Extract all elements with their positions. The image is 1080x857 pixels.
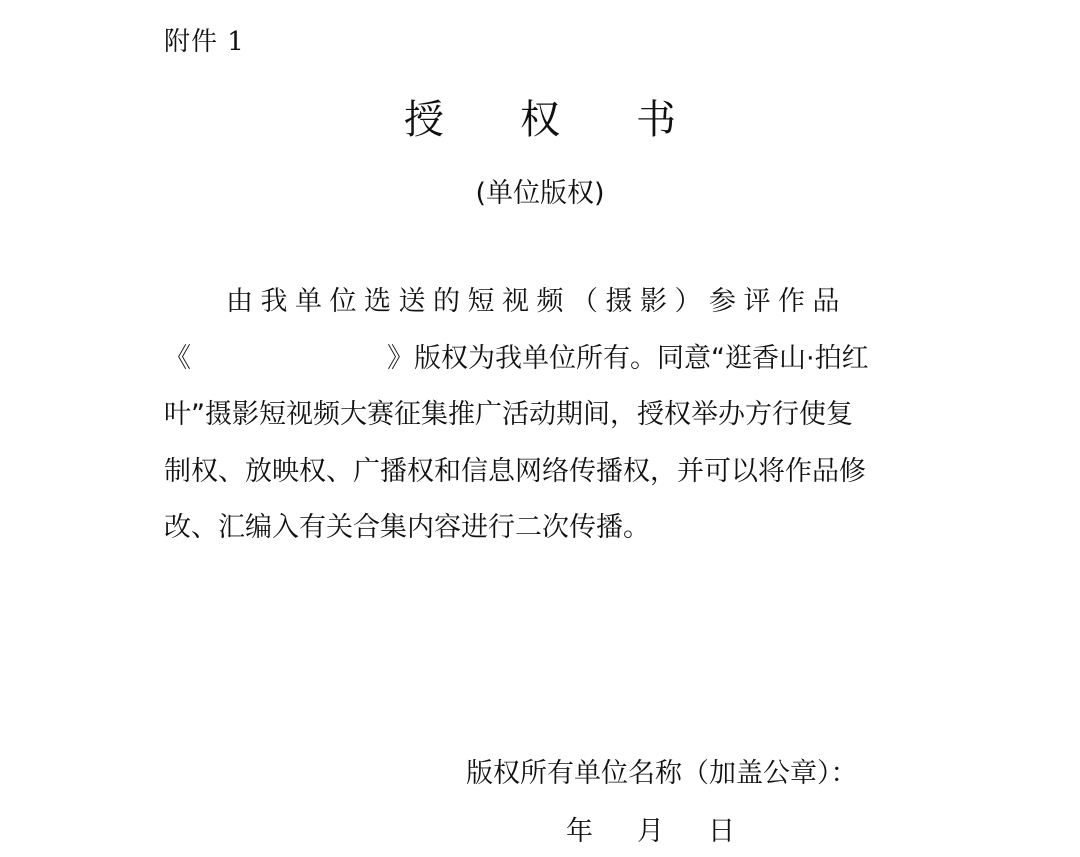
date-month-label: 月 bbox=[637, 816, 664, 847]
work-title-open-quote: 《 bbox=[164, 342, 191, 374]
work-title-close-and-consent: 》版权为我单位所有。同意“逛香山·拍红 bbox=[387, 342, 869, 374]
document-subtitle: (单位版权) bbox=[475, 178, 605, 209]
copyright-holder-signature-label: 版权所有单位名称（加盖公章）： bbox=[466, 758, 858, 789]
attachment-label: 附件 1 bbox=[164, 27, 245, 57]
authorization-body bbox=[164, 274, 916, 557]
body-line-4: 制权、放映权、广播权和信息网络传播权，并可以将作品修 bbox=[164, 455, 866, 487]
body-line-2 bbox=[164, 331, 916, 388]
body-line-1: 由我单位选送的短视频（摄影）参评作品 bbox=[226, 286, 847, 317]
document-title: 授权书 bbox=[404, 97, 752, 143]
body-line-3: 叶”摄影短视频大赛征集推广活动期间，授权举办方行使复 bbox=[164, 399, 853, 430]
signature-date bbox=[566, 813, 735, 851]
date-year-label: 年 bbox=[566, 816, 593, 847]
body-line-5: 改、汇编入有关合集内容进行二次传播。 bbox=[164, 512, 650, 543]
date-day-label: 日 bbox=[708, 816, 735, 847]
